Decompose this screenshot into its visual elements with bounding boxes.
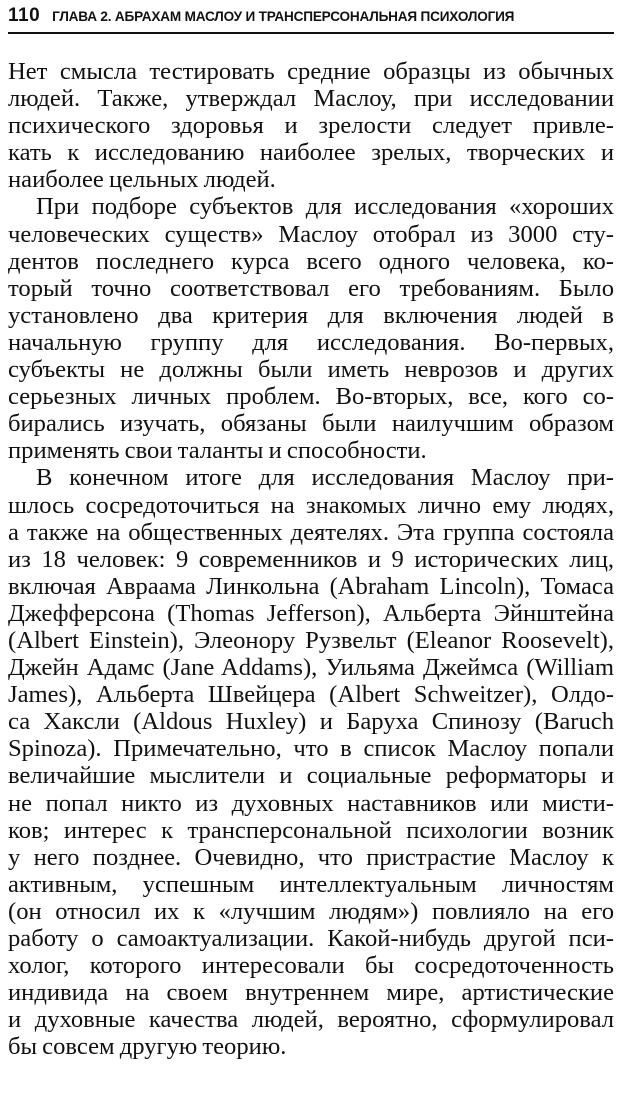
text-line: людей. Также, утверждал Маслоу, при исследовании: [8, 85, 614, 113]
text-line: из 18 человек: 9 современников и 9 исторических лиц,: [8, 545, 614, 573]
text-line: работу о самоактуализации. Какой-нибудь другой пси-: [8, 925, 614, 952]
text-line: начальную группу для исследования. Во-первых,: [8, 328, 614, 356]
text-line: James), Альберта Швейцера (Albert Schweitzer), Олдо-: [8, 681, 614, 709]
paragraph: [8, 58, 614, 193]
running-head: [8, 0, 614, 34]
text-line: и духовные качества людей, вероятно, сформулировал: [8, 1006, 614, 1034]
text-line: са Хаксли (Aldous Huxley) и Баруха Спинозу (Baruch: [8, 708, 614, 736]
text-line: наиболее цельных людей.: [8, 166, 276, 194]
page-number: 110: [8, 5, 41, 26]
text-line: Нет смысла тестировать средние образцы из обычных: [8, 58, 614, 85]
text-line: (он относил их к «лучшим людям») повлияло на его: [8, 897, 614, 925]
chapter-title: ГЛАВА 2. АБРАХАМ МАСЛОУ И ТРАНСПЕРСОНАЛЬНАЯ ПСИХОЛОГИЯ: [52, 8, 515, 24]
text-line: дентов последнего курса всего одного человека, ко-: [8, 247, 614, 275]
text-line: торый точно соответствовал его требованиям. Было: [8, 274, 614, 302]
text-line: бы совсем другую теорию.: [8, 1033, 287, 1061]
text-line: применять свои таланты и способности.: [8, 437, 427, 465]
text-line: Spinoza). Примечательно, что в список Маслоу попали: [8, 735, 614, 763]
text-line: ков; интерес к трансперсональной психологии возник: [8, 816, 614, 844]
text-line: индивида на своем внутреннем мире, артистические: [8, 979, 614, 1007]
text-line: холог, которого интересовали бы сосредоточенность: [8, 952, 614, 980]
text-line: В конечном итоге для исследования Маслоу при-: [36, 464, 614, 492]
text-line: а также на общественных деятелях. Эта группа состояла: [8, 518, 614, 546]
text-line: При подборе субъектов для исследования «хороших: [36, 193, 614, 221]
text-line: бирались изучать, обязаны были наилучшим образом: [8, 410, 614, 438]
text-line: серьезных личных проблем. Во-вторых, все, кого со-: [8, 383, 614, 411]
text-line: у него позднее. Очевидно, что пристрастие Маслоу к: [8, 843, 614, 871]
text-line: шлось сосредоточиться на знакомых лично ему людях,: [8, 491, 614, 519]
body-text: [8, 58, 614, 1060]
text-line: человеческих существ» Маслоу отобрал из 3000 сту-: [8, 220, 614, 248]
paragraph: [8, 193, 614, 464]
text-line: установлено два критерия для включения людей в: [8, 301, 614, 329]
text-line: активным, успешным интеллектуальным личностям: [8, 870, 614, 898]
text-line: величайшие мыслители и социальные реформаторы и: [8, 762, 614, 790]
text-line: кать к исследованию наиболее зрелых, творческих и: [8, 139, 614, 167]
text-line: Джефферсона (Thomas Jefferson), Альберта Эйнштейна: [8, 599, 614, 627]
text-line: включая Авраама Линкольна (Abraham Lincoln), Томаса: [8, 572, 614, 600]
paragraph: [8, 464, 614, 1060]
text-line: Джейн Адамс (Jane Addams), Уильяма Джеймса (William: [8, 654, 614, 682]
text-line: субъекты не должны были иметь неврозов и других: [8, 356, 614, 384]
text-line: (Albert Einstein), Элеонору Рузвельт (Eleanor Roosevelt),: [8, 626, 614, 654]
text-line: психического здоровья и зрелости следует привле-: [8, 112, 614, 140]
text-line: не попал никто из духовных наставников или мисти-: [8, 789, 614, 817]
